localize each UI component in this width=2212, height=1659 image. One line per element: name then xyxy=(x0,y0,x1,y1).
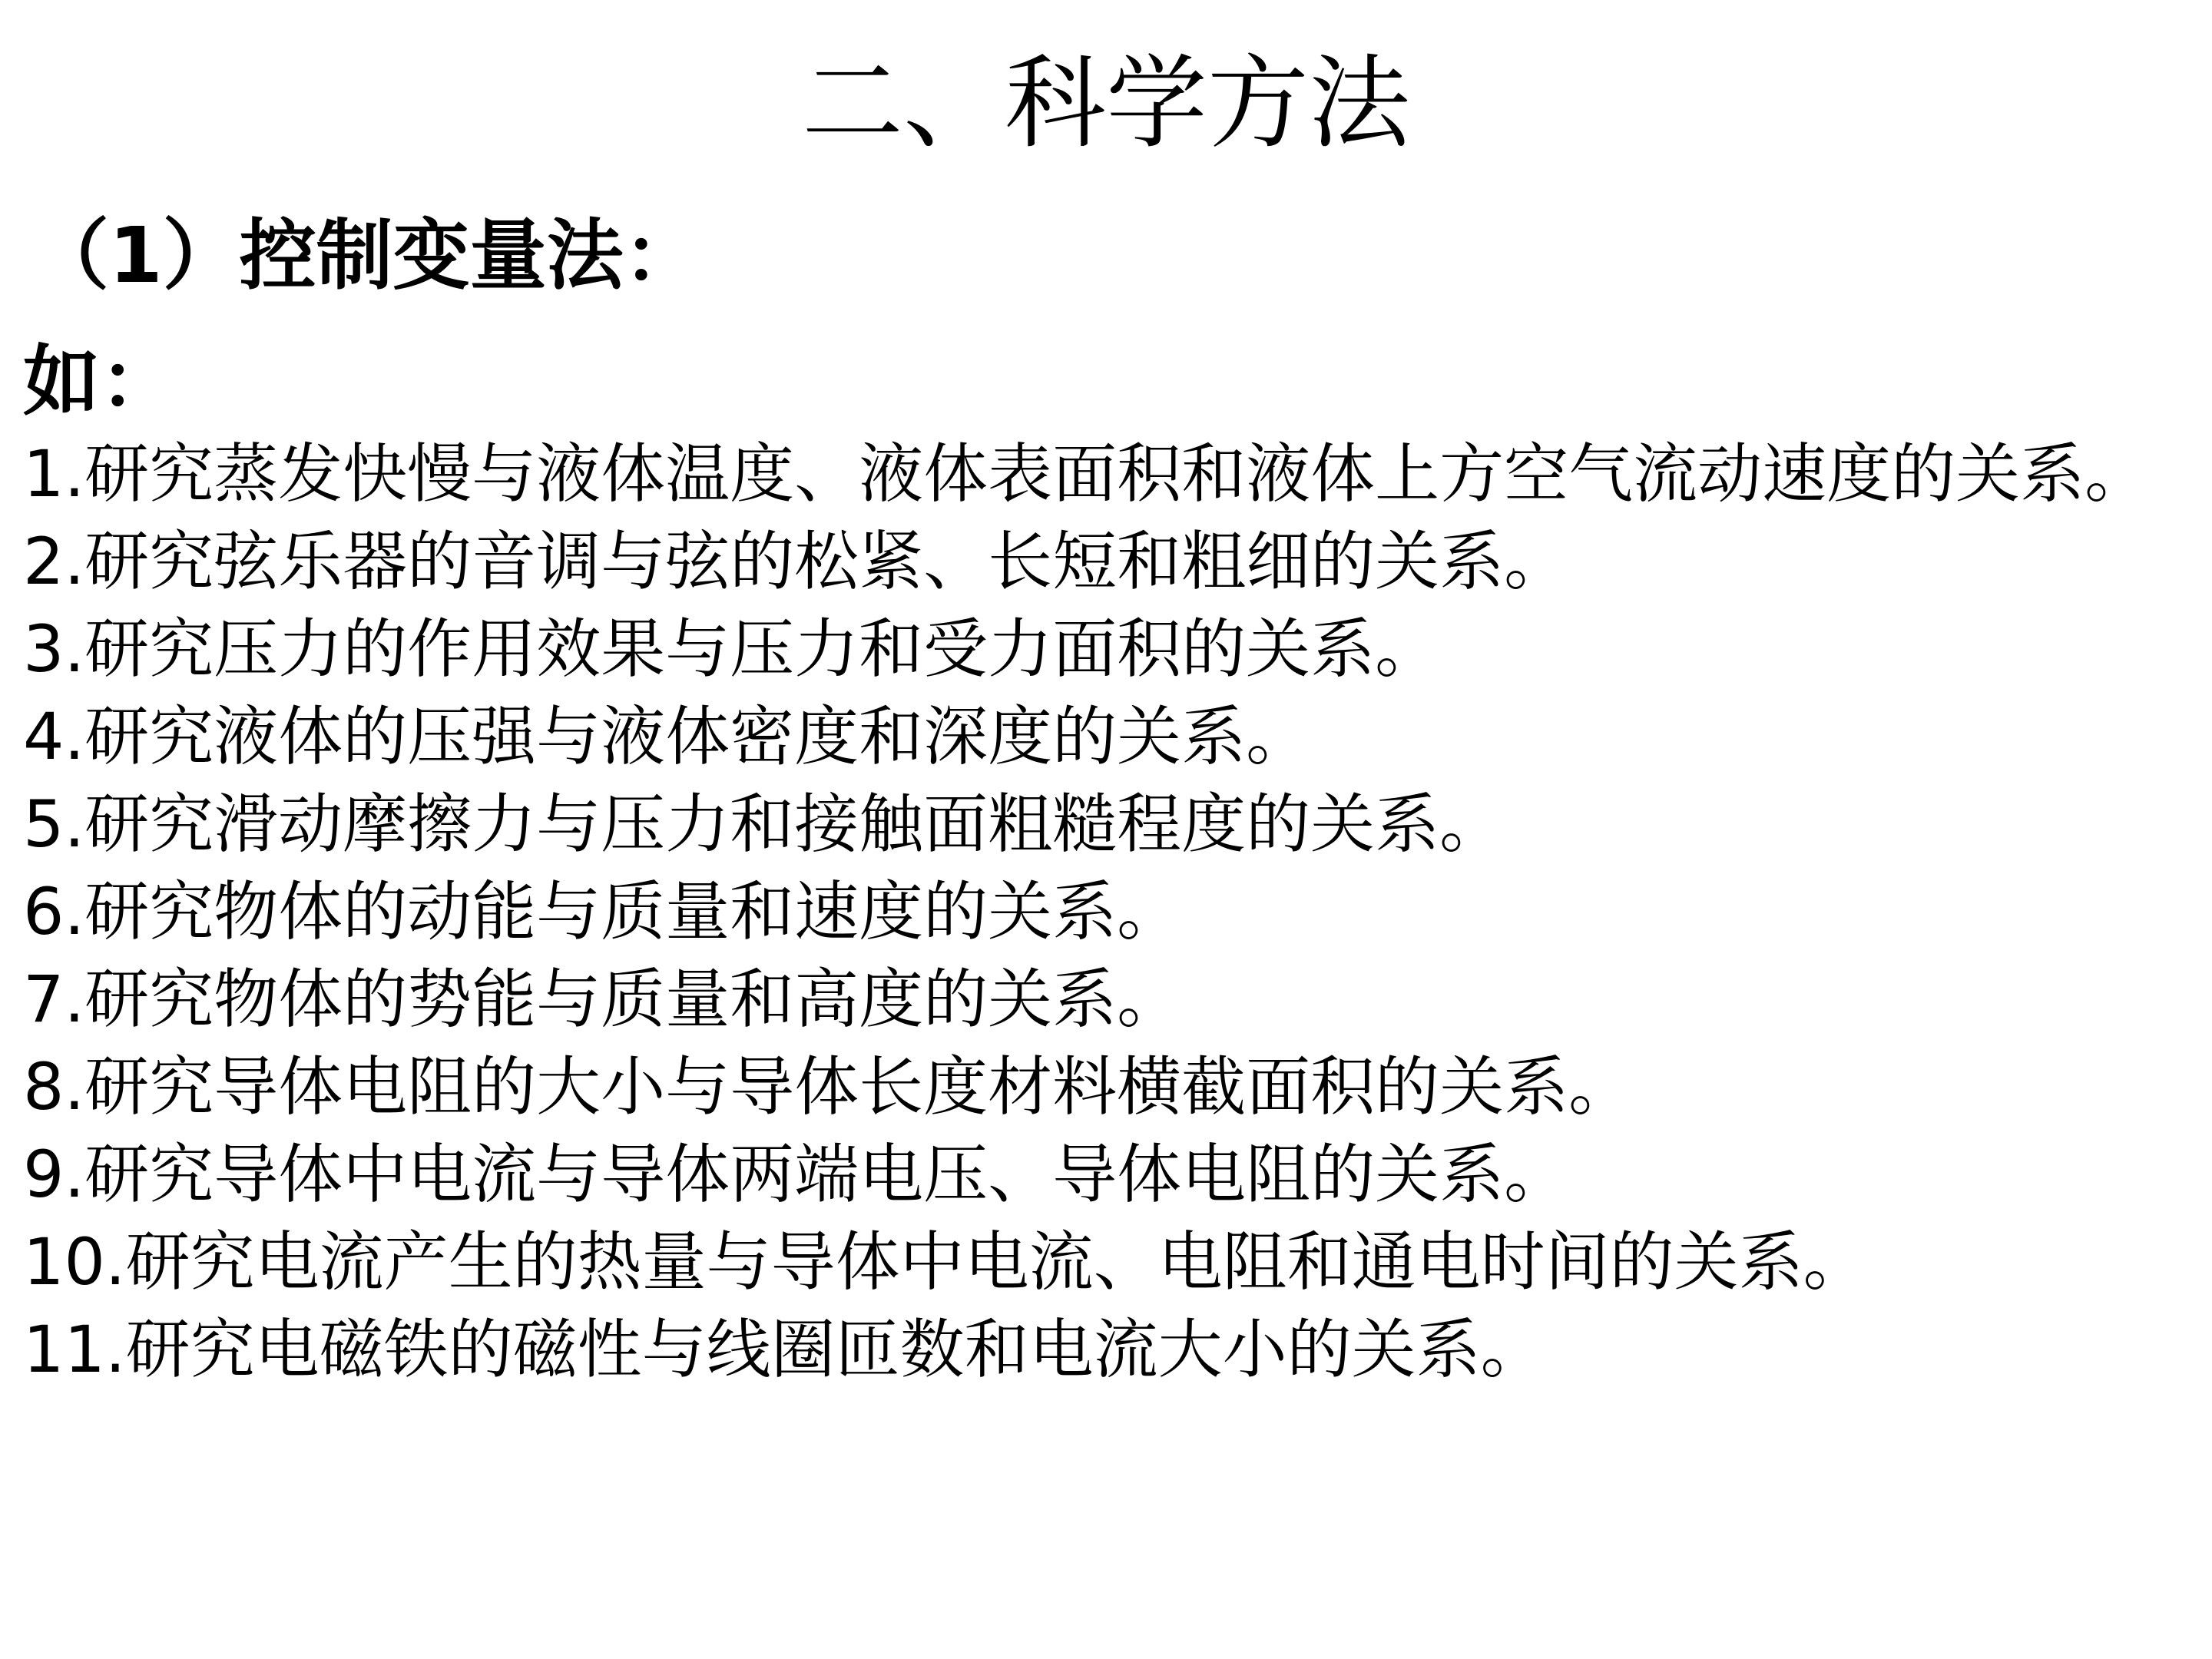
list-item: 10.研究电流产生的热量与导体中电流、电阻和通电时间的关系。 xyxy=(23,1224,1868,1300)
list-item: 11.研究电磁铁的磁性与线圈匝数和电流大小的关系。 xyxy=(23,1312,1545,1387)
list-item: 8.研究导体电阻的大小与导体长度材料横截面积的关系。 xyxy=(23,1049,1634,1124)
list-item: 7.研究物体的势能与质量和高度的关系。 xyxy=(23,962,1182,1037)
list-item: 2.研究弦乐器的音调与弦的松紧、长短和粗细的关系。 xyxy=(23,524,1569,599)
list-item: 9.研究导体中电流与导体两端电压、导体电阻的关系。 xyxy=(23,1137,1569,1212)
list-item: 3.研究压力的作用效果与压力和受力面积的关系。 xyxy=(23,611,1440,687)
list-item: 4.研究液体的压强与液体密度和深度的关系。 xyxy=(23,699,1311,774)
list-item: 6.研究物体的动能与质量和速度的关系。 xyxy=(23,874,1182,949)
section-heading: （1）控制变量法： xyxy=(32,210,700,300)
example-list xyxy=(23,430,2189,1393)
intro-label: 如： xyxy=(23,336,177,426)
list-item: 5.研究滑动摩擦力与压力和接触面粗糙程度的关系。 xyxy=(23,786,1505,862)
list-item: 1.研究蒸发快慢与液体温度、液体表面积和液体上方空气流动速度的关系。 xyxy=(23,436,2150,512)
slide-title: 二、科学方法 xyxy=(802,45,1410,163)
